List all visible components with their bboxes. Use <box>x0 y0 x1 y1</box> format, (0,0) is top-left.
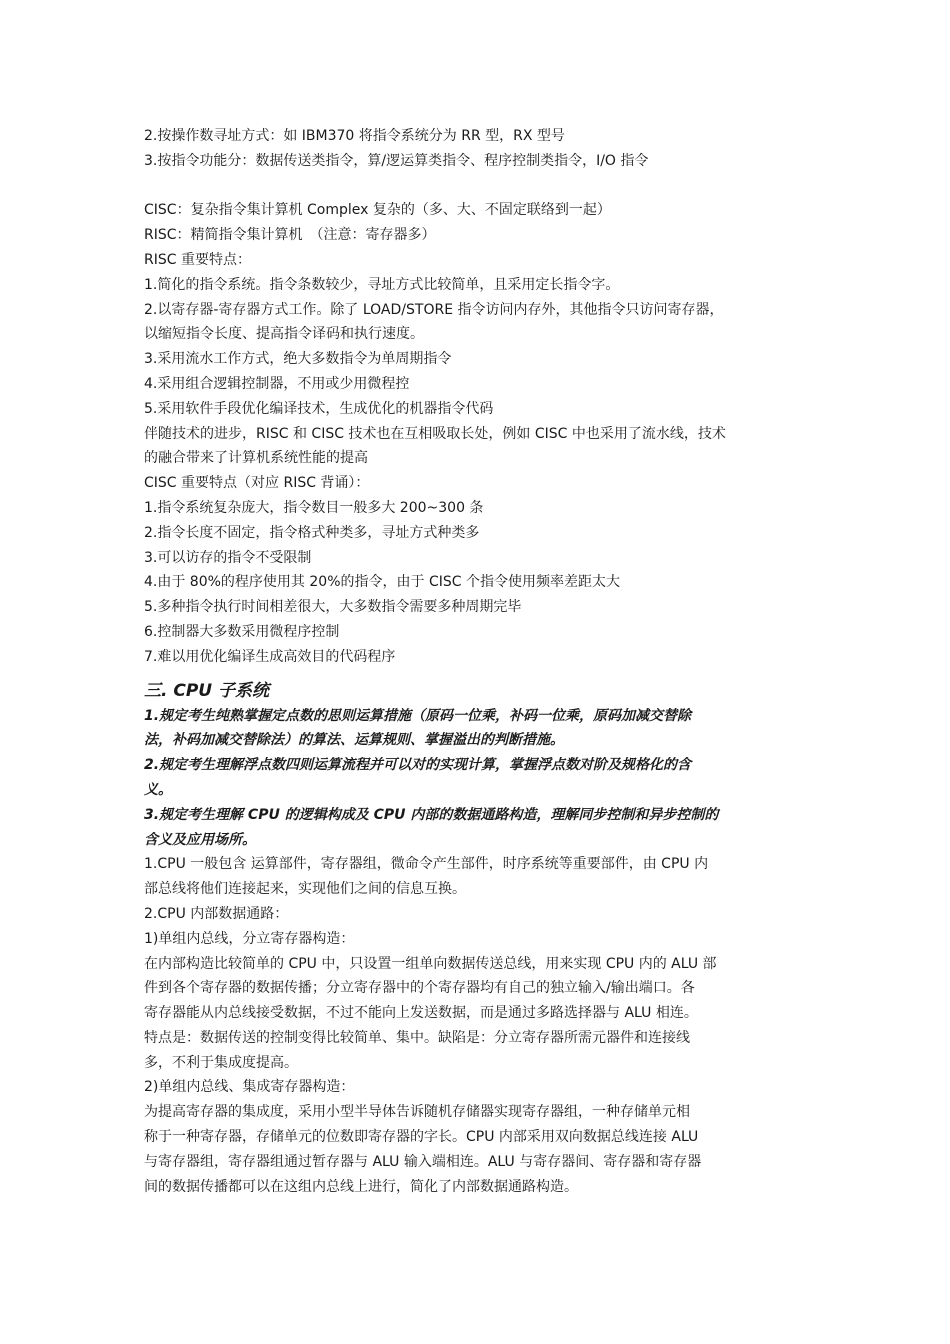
text-line: 2.以寄存器-寄存器方式工作。除了 LOAD/STORE 指令访问内存外，其他指令只访问寄存器， <box>144 301 724 318</box>
text-line: 2)单组内总线、集成寄存器构造： <box>144 1079 355 1096</box>
requirement-line: 义。 <box>144 781 172 798</box>
text-line: 件到各个寄存器的数据传播；分立寄存器中的个寄存器均有自己的独立输入/输出端口。各 <box>144 980 695 997</box>
requirement-line: 1.规定考生纯熟掌握定点数的思则运算措施（原码一位乘，补码一位乘，原码加减交替除 <box>144 707 692 724</box>
section-heading: 三. CPU 子系统 <box>144 680 270 701</box>
text-line: 4.采用组合逻辑控制器，不用或少用微程控 <box>144 375 410 392</box>
text-line: 以缩短指令长度、提高指令译码和执行速度。 <box>144 326 424 343</box>
text-line: CISC 重要特点（对应 RISC 背诵）： <box>144 475 370 492</box>
text-line: 2.指令长度不固定，指令格式种类多，寻址方式种类多 <box>144 524 480 541</box>
text-line: 与寄存器组，寄存器组通过暂存器与 ALU 输入端相连。ALU 与寄存器间、寄存器和寄存器 <box>144 1153 702 1170</box>
text-line: 特点是：数据传送的控制变得比较简单、集中。缺陷是：分立寄存器所需元器件和连接线 <box>144 1029 690 1046</box>
text-line: RISC：精简指令集计算机 （注意：寄存器多） <box>144 227 436 244</box>
requirement-line: 3.规定考生理解 CPU 的逻辑构成及 CPU 内部的数据通路构造，理解同步控制和异步控制的 <box>144 806 719 823</box>
text-line: 5.采用软件手段优化编译技术，生成优化的机器指令代码 <box>144 400 494 417</box>
text-line: 2.CPU 内部数据通路： <box>144 905 289 922</box>
requirement-line: 含义及应用场所。 <box>144 831 256 848</box>
text-line: 3.采用流水工作方式，绝大多数指令为单周期指令 <box>144 351 452 368</box>
requirement-line: 法，补码加减交替除法）的算法、运算规则、掌握溢出的判断措施。 <box>144 732 564 749</box>
text-line: 1.CPU 一般包含 运算部件，寄存器组，微命令产生部件，时序系统等重要部件，由 CPU 内 <box>144 856 709 873</box>
text-line: 的融合带来了计算机系统性能的提高 <box>144 450 368 467</box>
text-line: 3.可以访存的指令不受限制 <box>144 549 312 566</box>
text-line: 2.按操作数寻址方式：如 IBM370 将指令系统分为 RR 型，RX 型号 <box>144 128 565 144</box>
text-line: 伴随技术的进步，RISC 和 CISC 技术也在互相吸取长处，例如 CISC 中也采用了流水线，技术 <box>144 425 726 442</box>
document-body <box>144 124 820 1199</box>
text-line: RISC 重要特点： <box>144 251 251 268</box>
text-line: 1)单组内总线，分立寄存器构造： <box>144 930 355 947</box>
requirement-line: 2.规定考生理解浮点数四则运算流程并可以对的实现计算，掌握浮点数对阶及规格化的含 <box>144 757 692 774</box>
text-line: 3.按指令功能分：数据传送类指令，算/逻运算类指令、程序控制类指令，I/O 指令 <box>144 152 649 169</box>
text-line: 1.指令系统复杂庞大，指令数目一般多大 200~300 条 <box>144 499 484 516</box>
text-line: 寄存器能从内总线接受数据，不过不能向上发送数据，而是通过多路选择器与 ALU 相连。 <box>144 1005 698 1022</box>
text-line: 1.简化的指令系统。指令条数较少，寻址方式比较简单，且采用定长指令字。 <box>144 276 620 293</box>
text-line: 4.由于 80%的程序使用其 20%的指令，由于 CISC 个指令使用频率差距太大 <box>144 574 620 591</box>
text-line: 5.多种指令执行时间相差很大，大多数指令需要多种周期完毕 <box>144 599 522 616</box>
text-line: 在内部构造比较简单的 CPU 中，只设置一组单向数据传送总线，用来实现 CPU 内的 ALU 部 <box>144 955 717 972</box>
text-line: 称于一种寄存器，存储单元的位数即寄存器的字长。CPU 内部采用双向数据总线连接 ALU <box>144 1129 699 1146</box>
text-line: 7.难以用优化编译生成高效目的代码程序 <box>144 648 396 665</box>
text-line: 部总线将他们连接起来，实现他们之间的信息互换。 <box>144 881 466 898</box>
text-line: 间的数据传播都可以在这组内总线上进行，简化了内部数据通路构造。 <box>144 1178 578 1195</box>
text-line: 6.控制器大多数采用微程序控制 <box>144 623 340 640</box>
text-line: CISC：复杂指令集计算机 Complex 复杂的（多、大、不固定联络到一起） <box>144 202 611 219</box>
text-line: 为提高寄存器的集成度，采用小型半导体告诉随机存储器实现寄存器组，一种存储单元相 <box>144 1104 690 1121</box>
text-line: 多，不利于集成度提高。 <box>144 1054 298 1071</box>
blank-line <box>144 174 820 199</box>
